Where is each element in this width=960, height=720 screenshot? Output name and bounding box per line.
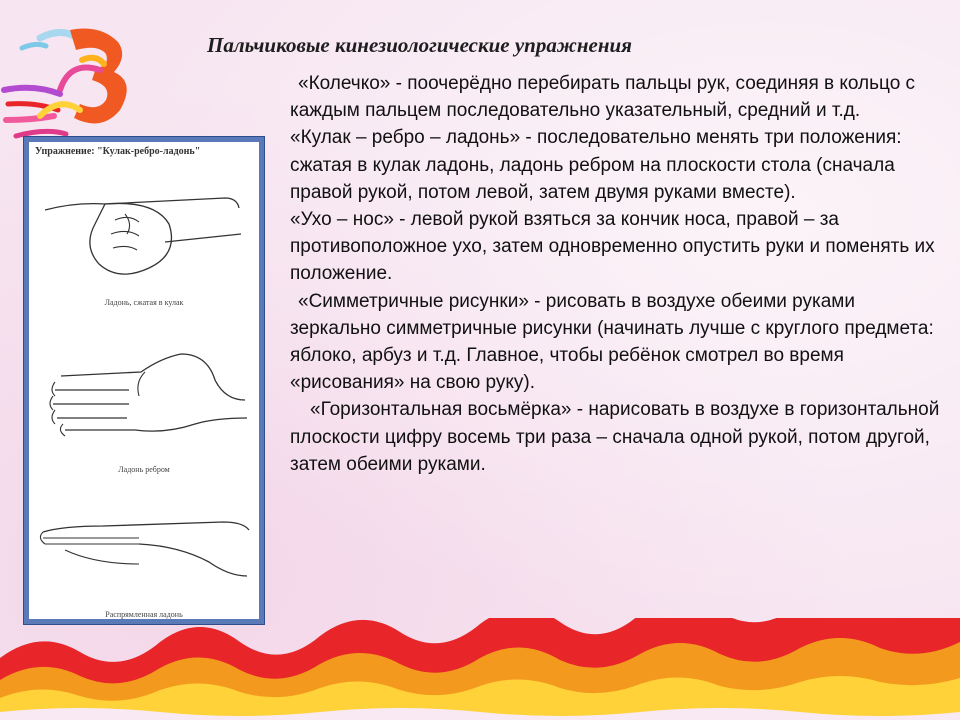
caption-palm-edge: Ладонь ребром (118, 465, 170, 474)
caption-fist: Ладонь, сжатая в кулак (104, 298, 184, 307)
flat-palm-hand-drawing (35, 510, 255, 605)
exercise-list (290, 70, 940, 478)
caption-flat-palm: Распрямленная ладонь (105, 610, 183, 619)
exercise-symmetric-drawings: «Симметричные рисунки» - рисовать в воздухе обеими руками зеркально симметричные рисунки (начинать лучше с круглого предмета: яблоко, арбуз и т.д. Главное, чтобы ребёнок смотрел во время «рисования» на свою руку). (290, 290, 934, 394)
paint-handprint-logo (0, 20, 150, 150)
exercise-illustration (24, 137, 264, 624)
flame-wave-border (0, 618, 960, 720)
exercise-fist-edge-palm: «Кулак – ребро – ладонь» - последовательно менять три положения: сжатая в кулак ладонь, ладонь ребром на плоскости стола (сначала правой рукой, потом левой, затем двумя руками вместе). (290, 127, 902, 203)
slide-title: Пальчиковые кинезиологические упражнения (207, 33, 632, 57)
exercise-horizontal-eight: «Горизонтальная восьмёрка» - нарисовать в воздухе в горизонтальной плоскости цифру восемь три раза – сначала одной рукой, потом другой, затем обеими руками. (290, 399, 940, 475)
palm-edge-hand-drawing (35, 342, 255, 452)
exercise-ear-nose: «Ухо – нос» - левой рукой взяться за кончик носа, правой – за противоположное ухо, затем одновременно опустить руки и поменять их положение. (290, 209, 935, 285)
fist-hand-drawing (35, 170, 255, 290)
illustration-heading: Упражнение: "Кулак-ребро-ладонь" (35, 146, 201, 157)
exercise-ring: «Колечко» - поочерёдно перебирать пальцы рук, соединяя в кольцо с каждым пальцем последовательно указательный, средний и т.д. (290, 73, 916, 122)
